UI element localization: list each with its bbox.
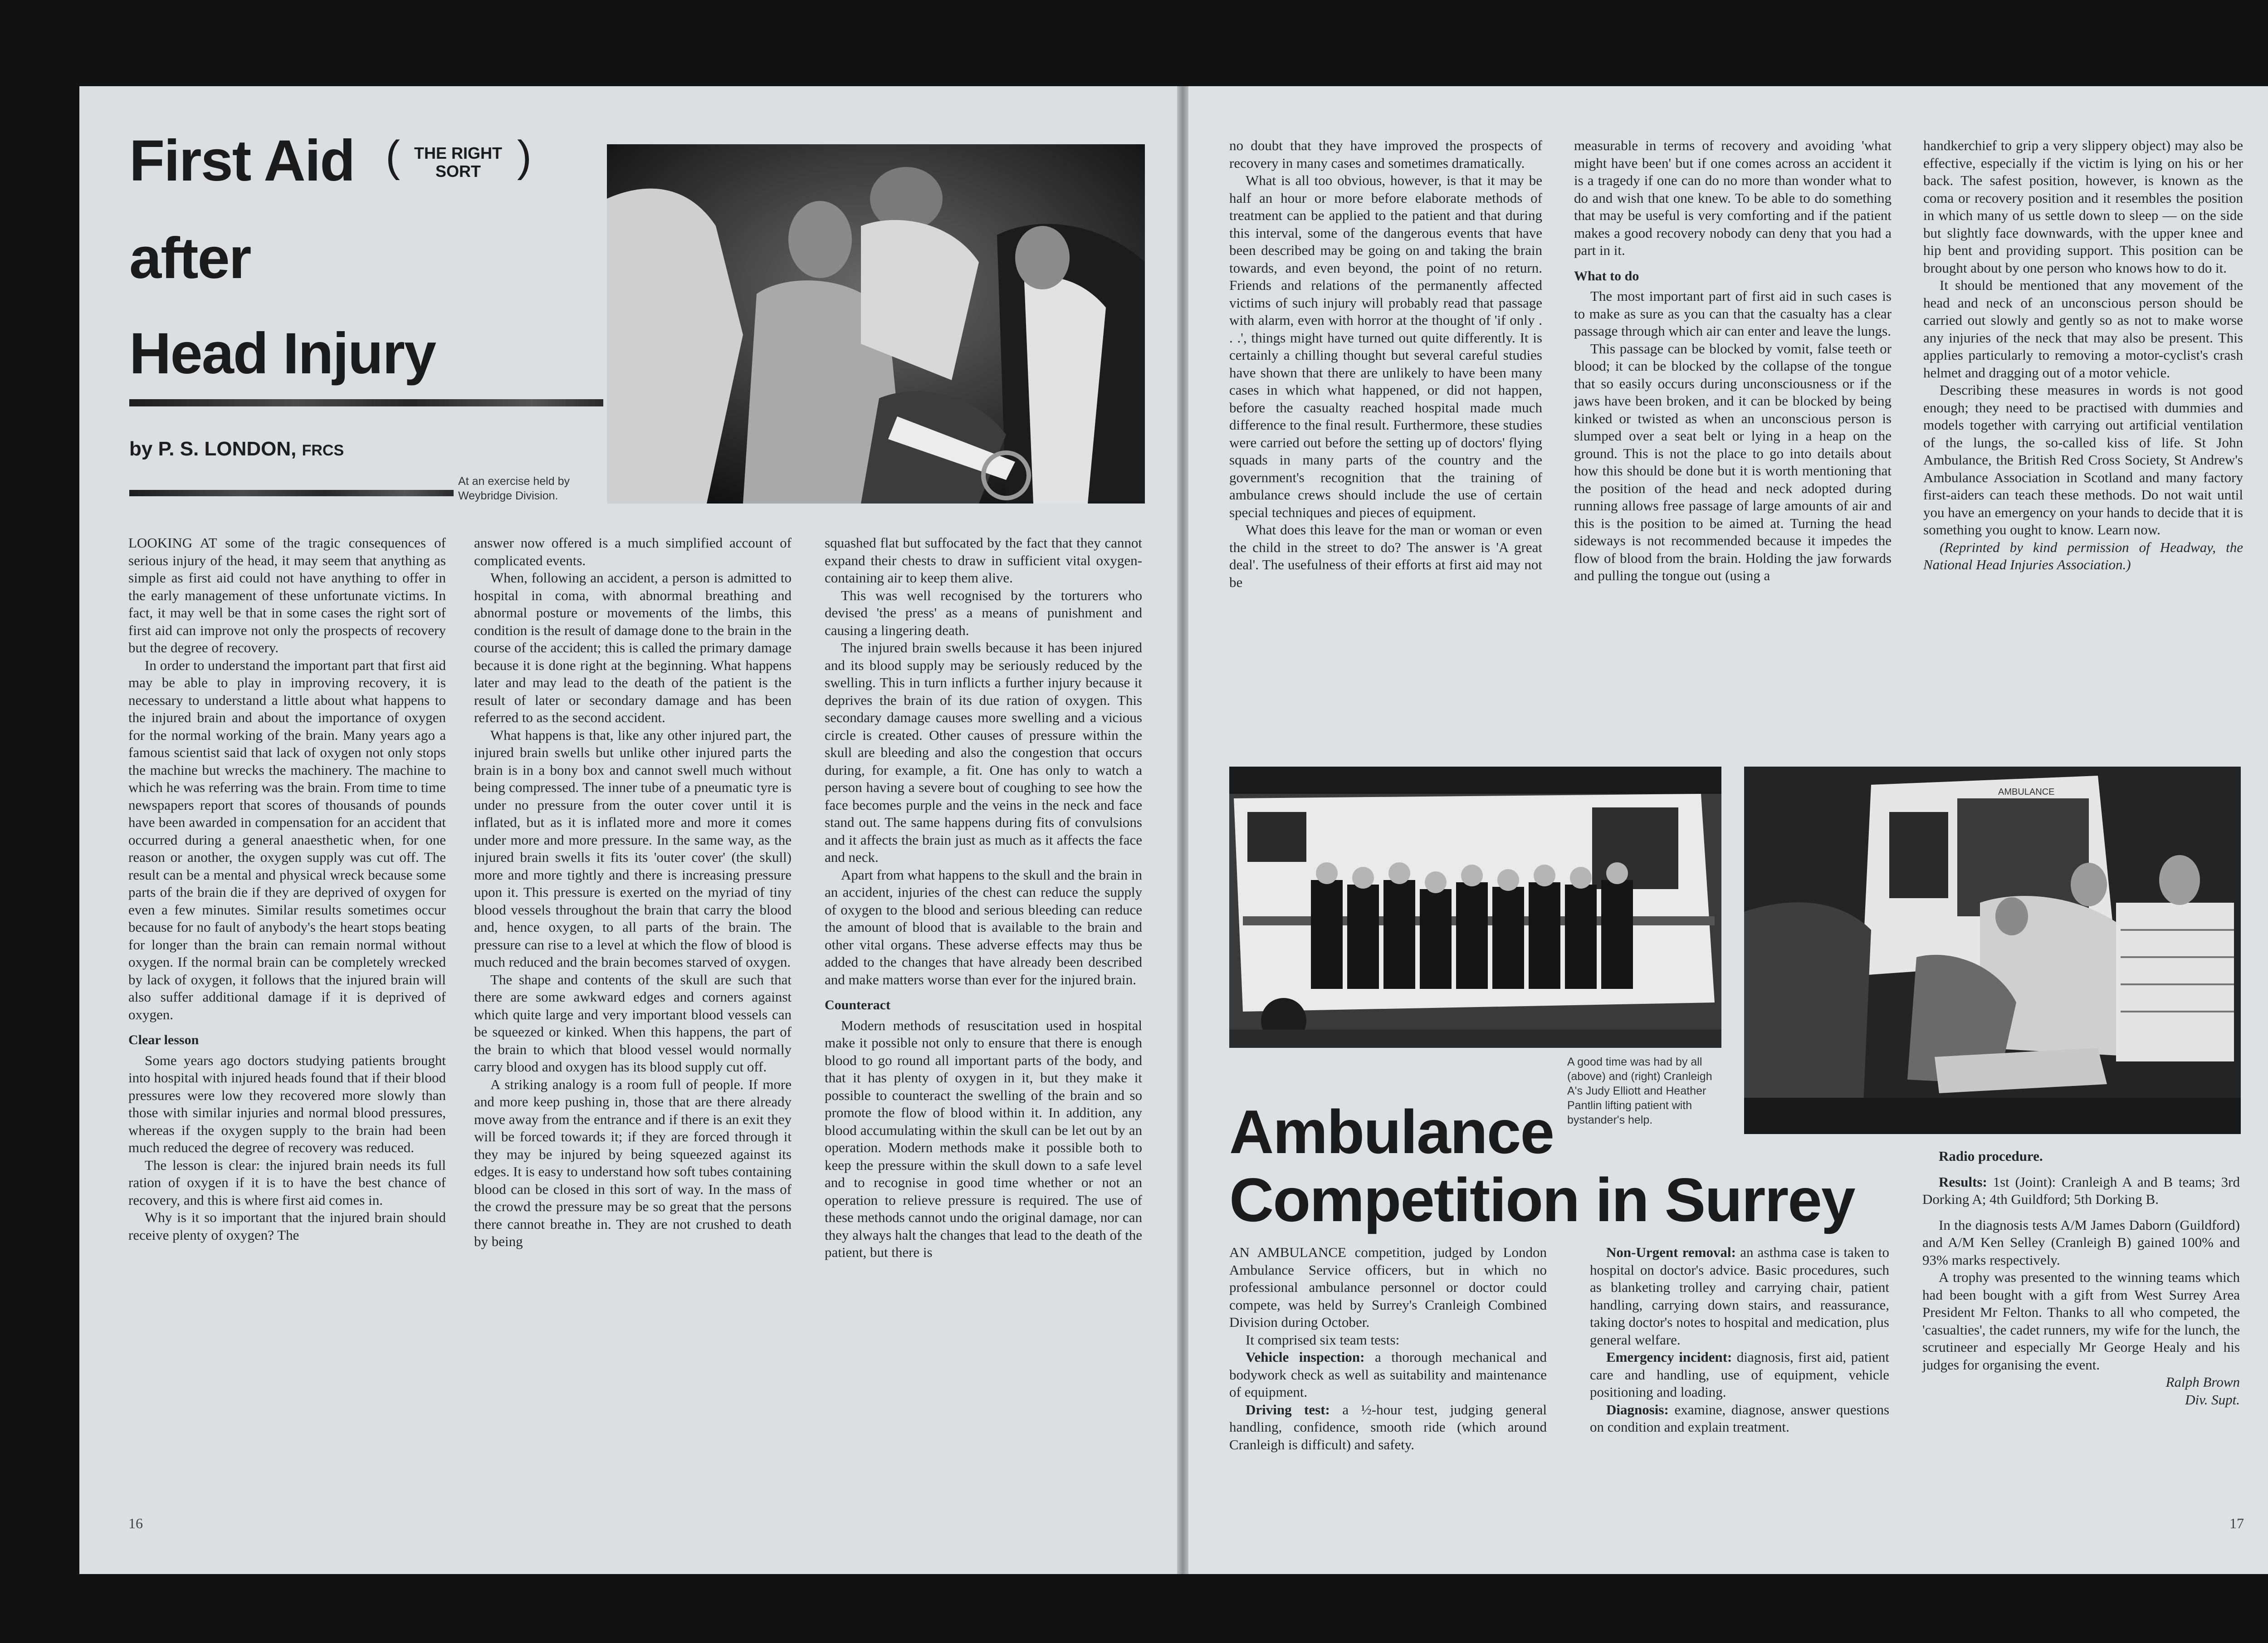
col3-para-5: Modern methods of resuscitation used in hospital make it possible not only to ensure that there is enough blood to go round all important parts of the body, and that it has plenty of oxygen in it, but they make it possible to counteract the swelling of the brain and so promote the flow of blood within it. In addition, any blood accumulating within the skull can be let out by an operation. Modern methods make it possible both to keep the pressure within the skull down to a safe level and to recognise in good time whether or not an operation to relieve pressure is required. The use of these methods cannot undo the original damage, nor can they always halt the changes that lead to the death of the patient, but there is [825, 1017, 1142, 1260]
col2-para-3: What happens is that, like any other injured part, the injured brain swells but unlike other injured parts the brain is in a bony box and cannot swell much without being compressed. The inner tube of a pneumatic tyre is under no pressure from the outer cover until it is inflated, but as it is inflated more and more it comes under more and more pressure. In the same way, as the injured brain swells it fits its 'outer cover' (the skull) more and more tightly and there is increasing pressure upon it. This pressure is exerted on the myriad of tiny blood vessels throughout the brain that carry the blood and, hence oxygen, to all parts of the brain. The pressure can rise to a level at which the flow of blood is much reduced and the brain becomes starved of oxygen. [474, 727, 792, 970]
title-paren-open: ( [386, 132, 400, 181]
col6-para-1: handkerchief to grip a very slippery object) may also be effective, especially if the victim is lying on his or her back. The safest position, however, is known as the coma or recovery position and it resembles the position in which many of us settle down to sleep — on the side but slightly face downwards, with the upper knee and hip bent and providing support. This position can be brought about by one person who knows how to do it. [1923, 137, 2243, 276]
competition-column-3 [1922, 1148, 2240, 1408]
article-title-line3: Head Injury [129, 321, 436, 386]
vehicle-inspection-text: a thorough mechanical and bodywork check as well as suitability and maintenance of equipment. [1229, 1349, 1547, 1400]
competition-title-line1: Ambulance [1229, 1097, 1554, 1166]
page-number-right: 17 [2229, 1515, 2244, 1531]
col2-para-1: answer now offered is a much simplified account of complicated events. [474, 535, 792, 568]
results-label: Results: [1939, 1174, 1987, 1190]
byline [129, 438, 344, 460]
article-column-4 [1229, 137, 1542, 591]
results-text: 1st (Joint): Cranleigh A and B teams; 3rd Dorking A; 4th Guildford; 5th Dorking B. [1922, 1174, 2240, 1207]
subheading-what-to-do: What to do [1574, 268, 1639, 284]
col1-para-4: The lesson is clear: the injured brain needs its full ration of oxygen if it is to have the best chance of recovery, and this is where first aid comes in. [128, 1157, 446, 1208]
competition-intro: AN AMBULANCE competition, judged by London Ambulance Service officers, but in which no professional ambulance personnel or doctor could compete, was held by Surrey's Cranleigh Combined Division during October. [1229, 1244, 1547, 1330]
col1-para-2: In order to understand the important part that first aid may be able to play in improving recovery, it is necessary to understand a little about what happens to the injured brain and about the importance of oxygen for the normal working of the brain. Many years ago a famous scientist said that lack of oxygen not only stops the machine but wrecks the machinery. The machine to which he was referring was the brain. From time to time newspapers report that scores of thousands of pounds have been awarded in compensation for an accident that occurred during a general anaesthetic when, for one reason or another, the oxygen supply was cut off. The result can be a mental and physical wreck because some parts of the brain die if they are deprived of oxygen for even a few minutes. Similar results sometimes occur because for no fault of anybody's the heart stops beating for longer than the brain can remain normal without oxygen. If the normal brain can be completely wrecked by lack of oxygen, it follows that the injured brain will also suffer additional damage if it is deprived of oxygen. [128, 657, 446, 1022]
col4-para-1: no doubt that they have improved the prospects of recovery in many cases and sometimes dramatically. [1229, 137, 1542, 171]
diagnosis-marks-para: In the diagnosis tests A/M James Daborn (Guildford) and A/M Ken Selley (Cranleigh B) gained 100% and 93% marks respectively. [1922, 1217, 2240, 1268]
article-column-5 [1574, 137, 1892, 585]
exercise-photo-image [607, 144, 1145, 504]
col5-para-1: measurable in terms of recovery and avoiding 'what might have been' but if one comes across an accident it is a tragedy if one can do no more than wonder what to do and wish that one knew. To be able to do something that may be useful is very comforting and if the patient makes a good recovery nobody can deny that you had a part in it. [1574, 137, 1892, 258]
driving-test-label: Driving test: [1246, 1401, 1330, 1418]
nonurgent-removal-text: an asthma case is taken to hospital on doctor's advice. Basic procedures, such as blanketing trolley and carrying chair, patient handling, carrying down stairs, and reassurance, taking doctor's notes to hospital and medication, plus general welfare. [1590, 1244, 1890, 1348]
col5-para-2: The most important part of first aid in such cases is to make as sure as you can that the casualty has a clear passage through which air can enter and leave the lungs. [1574, 288, 1892, 339]
col1-para-5: Why is it so important that the injured brain should receive plenty of oxygen? The [128, 1209, 446, 1243]
competition-column-2 [1590, 1244, 1889, 1436]
col6-para-2: It should be mentioned that any movement of the head and neck of an unconscious person should be carried out slowly and gently so as not to make worse any injuries of the neck that may also be present. This applies particularly to removing a motor-cyclist's crash helmet and dragging out of a motor vehicle. [1923, 277, 2243, 381]
byline-suffix: FRCS [302, 442, 344, 459]
col2-para-4: The shape and contents of the skull are such that there are some awkward edges and corners against which quite large and very important blood vessels can be squeezed or kinked. When this happens, the part of the brain to which that blood vessel would normally carry blood and oxygen has its blood supply cut off. [474, 971, 792, 1075]
col1-para-3: Some years ago doctors studying patients brought into hospital with injured heads found that if their blood pressures were low they recovered more slowly than those with similar injuries and normal blood pressures, whereas if the oxygen supply to the brain had been much reduced the degree of recovery was reduced. [128, 1052, 446, 1155]
radio-procedure: Radio procedure. [1939, 1148, 2043, 1164]
ambulance-sign-text: AMBULANCE [1998, 787, 2055, 797]
trophy-thanks-para: A trophy was presented to the winning teams which had been bought with a gift from West Surrey Area President Mr Felton. Thanks to all who competed, the 'casualties', the cadet runners, my wife for the lunch, the scrutineer and especially Mr George Healy and his judges for organising the event. [1922, 1269, 2240, 1373]
article-column-3 [825, 534, 1142, 1262]
exercise-photo [607, 144, 1145, 504]
article-title-line2: after [129, 226, 251, 291]
photo-caption-left: At an exercise held by Weybridge Division. [458, 475, 570, 502]
byline-name: by P. S. LONDON, [129, 438, 297, 460]
page-number-left: 16 [128, 1515, 143, 1531]
signoff-name: Ralph Brown [2165, 1374, 2240, 1390]
casualty-lift-photo-image [1744, 767, 2241, 1134]
col3-para-1: squashed flat but suffocated by the fact that they cannot expand their chests to draw in sufficient vital oxygen-containing air to keep them alive. [825, 535, 1142, 586]
team-group-photo [1229, 767, 1721, 1048]
article-column-6 [1923, 137, 2243, 574]
title-sort-bottom: SORT [435, 162, 481, 181]
title-rule [129, 399, 603, 406]
col2-para-2: When, following an accident, a person is admitted to hospital in coma, with abnormal breathing and abnormal posture or movements of the limbs, this condition is the result of damage done to the brain in the course of the accident; this is called the primary damage because it is done right at the beginning. What happens later and may lead to the death of the patient is the result of later or secondary damage and has been referred to as the second accident. [474, 570, 792, 725]
casualty-lift-photo [1744, 767, 2241, 1134]
article-title-line1: First Aid [129, 128, 355, 193]
col6-para-3: Describing these measures in words is not good enough; they need to be practised with dummies and models together with carrying out artificial ventilation of the lungs, the so-called kiss of life. St John Ambulance, the British Red Cross Society, St Andrew's Ambulance Association in Scotland and many factory first-aiders can teach these methods. Do not wait until you have an emergency on your hands to decide that it is something you ought to know. Learn now. [1923, 382, 2243, 538]
subheading-clear-lesson: Clear lesson [128, 1032, 199, 1047]
title-paren-close: ) [517, 132, 532, 181]
team-group-photo-image [1229, 767, 1721, 1048]
col3-para-3: The injured brain swells because it has been injured and its blood supply may be seriously reduced by the swelling. This in turn inflicts a further injury because it deprives the brain of its due ration of oxygen. This secondary damage causes more swelling and a vicious circle is created. Other causes of pressure within the skull are bleeding and also the congestion that occurs during, for example, a fit. One has only to watch a person having a severe bout of coughing to see how the face becomes purple and the veins in the neck and face stand out. The same happens during fits of convulsions and it affects the brain just as much as it affects the face and neck. [825, 640, 1142, 865]
title-right-sort [399, 144, 517, 181]
competition-title-line2: Competition in Surrey [1229, 1165, 1855, 1234]
signoff-title: Div. Supt. [2185, 1391, 2240, 1408]
emergency-incident-text: diagnosis, first aid, patient care and handling, use of equipment, vehicle positioning and loading. [1590, 1349, 1890, 1400]
subheading-counteract: Counteract [825, 998, 890, 1012]
col4-para-2: What is all too obvious, however, is that it may be half an hour or more before elaborate methods of treatment can be applied to the patient and that during this interval, some of the dangerous events that have been described may be going on and taking the brain towards, and even beyond, the point of no return. Friends and relations of the permanently affected victims of such injury will probably read that passage with alarm, even with horror at the thought of 'if only . . .', things might have turned out quite differently. It is certainly a chilling thought but several careful studies have shown that there are unlikely to have been many cases in which what happened, or did not happen, before the casualty reached hospital made much difference to the final result. Furthermore, these studies were carried out before the setting up of doctors' flying squads in many parts of the country and the government's recognition that the training of ambulance crews should include the use of certain special techniques and pieces of equipment. [1229, 172, 1542, 520]
nonurgent-removal-label: Non-Urgent removal: [1606, 1244, 1736, 1260]
vehicle-inspection-label: Vehicle inspection: [1246, 1349, 1365, 1365]
col2-para-5: A striking analogy is a room full of people. If more and more keep pushing in, those that are there already move away from the entrance and if there is an exit they will be forced towards it; if they are forced through it they may be injured by being squeezed against its edges. It is easy to understand how soft tubes containing blood can be closed in this sort of way. In the mass of the crowd the pressure may be so great that the persons there cannot breathe in. They are not crushed to death by being [474, 1076, 792, 1249]
byline-rule [129, 490, 454, 496]
page-gutter [1177, 86, 1188, 1574]
diagnosis-text: examine, diagnose, answer questions on condition and explain treatment. [1590, 1401, 1890, 1435]
title-sort-top: THE RIGHT [414, 144, 502, 162]
col3-para-2: This was well recognised by the torturers who devised 'the press' as a means of punishment and causing a lingering death. [825, 587, 1142, 638]
photo-caption-right: A good time was had by all (above) and (right) Cranleigh A's Judy Elliott and Heather Pantlin lifting patient with bystander's help. [1567, 1056, 1712, 1126]
article-column-2 [474, 534, 792, 1251]
diagnosis-label: Diagnosis: [1606, 1401, 1669, 1418]
emergency-incident-label: Emergency incident: [1606, 1349, 1732, 1365]
article-column-1 [128, 534, 446, 1244]
competition-column-1 [1229, 1244, 1547, 1453]
reprint-credit: (Reprinted by kind permission of Headway, the National Head Injuries Association.) [1923, 539, 2243, 572]
col4-para-3: What does this leave for the man or woman or even the child in the street to do? The answer is 'A great deal'. The usefulness of their efforts at first aid may not be [1229, 522, 1542, 590]
driving-test-text: a ½-hour test, judging general handling, confidence, smooth ride (which around Cranleigh is difficult) and safety. [1229, 1401, 1547, 1452]
competition-tests-intro: It comprised six team tests: [1246, 1331, 1400, 1348]
col1-para-1: LOOKING AT some of the tragic consequences of serious injury of the head, it may seem that anything as simple as first aid could not have anything to offer in the early management of these unfortunate victims. In fact, it may well be that in some cases the right sort of first aid can improve not only the prospects of recovery but the degree of recovery. [128, 535, 446, 655]
col3-para-4: Apart from what happens to the skull and the brain in an accident, injuries of the chest can reduce the supply of oxygen to the blood and serious bleeding can reduce the amount of blood that is available to the brain and other vital organs. These adverse effects may thus be added to the changes that have already been described and make matters worse than ever for the injured brain. [825, 866, 1142, 988]
col5-para-3: This passage can be blocked by vomit, false teeth or blood; it can be blocked by the collapse of the tongue that so easily occurs during unconsciousness or if the jaws have been broken, and it can be blocked by being kinked or twisted as when an unconscious person is slumped over a seat belt or lying in a heap on the ground. This is not the place to go into details about how this should be done but it is worth mentioning that the position of the head and neck adopted during running allows free passage of large amounts of air and this is the position to be aimed at. Turning the head sideways is not recommended because it impedes the flow of blood from the brain. Holding the jaw forwards and pulling the tongue out (using a [1574, 340, 1892, 583]
